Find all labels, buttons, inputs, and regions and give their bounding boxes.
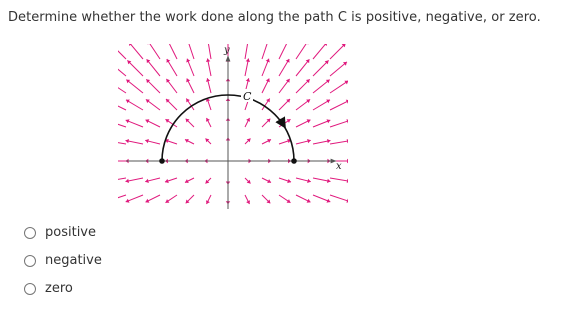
- field-vector: [118, 81, 126, 93]
- vector-field-graph: [118, 44, 348, 214]
- field-vector: [313, 80, 330, 93]
- field-vector: [118, 62, 126, 76]
- field-vector: [330, 141, 348, 144]
- field-vector-head: [307, 139, 311, 143]
- field-vector: [330, 195, 348, 202]
- field-vector-head: [327, 179, 331, 183]
- field-vector-head: [126, 139, 130, 143]
- choice-negative-label: negative: [45, 253, 102, 268]
- field-vector: [147, 59, 160, 76]
- field-vector-head: [327, 139, 331, 143]
- field-vector-head: [307, 179, 311, 183]
- field-vector: [296, 44, 308, 59]
- field-vector: [330, 62, 347, 76]
- field-vector-head: [306, 99, 310, 103]
- field-vector: [118, 195, 126, 202]
- field-vector: [330, 81, 348, 93]
- field-vector: [118, 120, 126, 127]
- field-vector-head: [166, 79, 170, 83]
- path-c-label: C: [243, 90, 252, 103]
- radio-negative[interactable]: [24, 255, 36, 267]
- x-axis-label: x: [336, 161, 342, 172]
- field-vector: [126, 80, 143, 93]
- field-vector-head: [347, 159, 348, 163]
- field-vector: [330, 44, 346, 59]
- field-vector: [330, 100, 348, 110]
- field-vector: [279, 44, 289, 59]
- field-vector-head: [126, 179, 130, 183]
- field-vector-head: [206, 78, 210, 82]
- path-end-point: [291, 158, 297, 164]
- field-vector: [167, 44, 177, 59]
- field-vector: [208, 44, 211, 59]
- field-vector: [330, 120, 348, 127]
- field-vector: [245, 44, 248, 59]
- field-vector-head: [246, 78, 250, 82]
- field-vector: [129, 44, 143, 59]
- answer-choices: [24, 224, 102, 308]
- field-vector: [313, 44, 327, 59]
- field-vector: [148, 44, 160, 59]
- vector-field-figure: [118, 44, 348, 214]
- field-vector: [262, 44, 269, 59]
- field-vector-head: [145, 139, 149, 143]
- field-vector-head: [286, 79, 290, 83]
- question-text: Determine whether the work done along the path C is positive, negative, or zero.: [8, 10, 541, 25]
- field-vector-head: [145, 179, 149, 183]
- radio-positive[interactable]: [24, 227, 36, 239]
- field-vector-head: [146, 99, 150, 103]
- field-vector: [118, 141, 126, 144]
- field-vector: [118, 178, 126, 181]
- y-axis-label: y: [224, 45, 230, 56]
- field-vector: [296, 59, 309, 76]
- choice-positive-label: positive: [45, 225, 96, 240]
- choice-positive[interactable]: [24, 224, 102, 242]
- choice-negative[interactable]: [24, 252, 102, 270]
- choice-zero-label: zero: [45, 281, 73, 296]
- field-vector-head: [206, 59, 210, 63]
- field-vector: [118, 100, 126, 110]
- field-vector: [330, 178, 348, 181]
- field-vector: [187, 44, 194, 59]
- choice-zero[interactable]: [24, 280, 102, 298]
- path-start-point: [159, 158, 165, 164]
- field-vector: [118, 44, 126, 59]
- radio-zero[interactable]: [24, 283, 36, 295]
- field-vector-head: [246, 59, 250, 63]
- vector-field-arrows: [118, 44, 348, 204]
